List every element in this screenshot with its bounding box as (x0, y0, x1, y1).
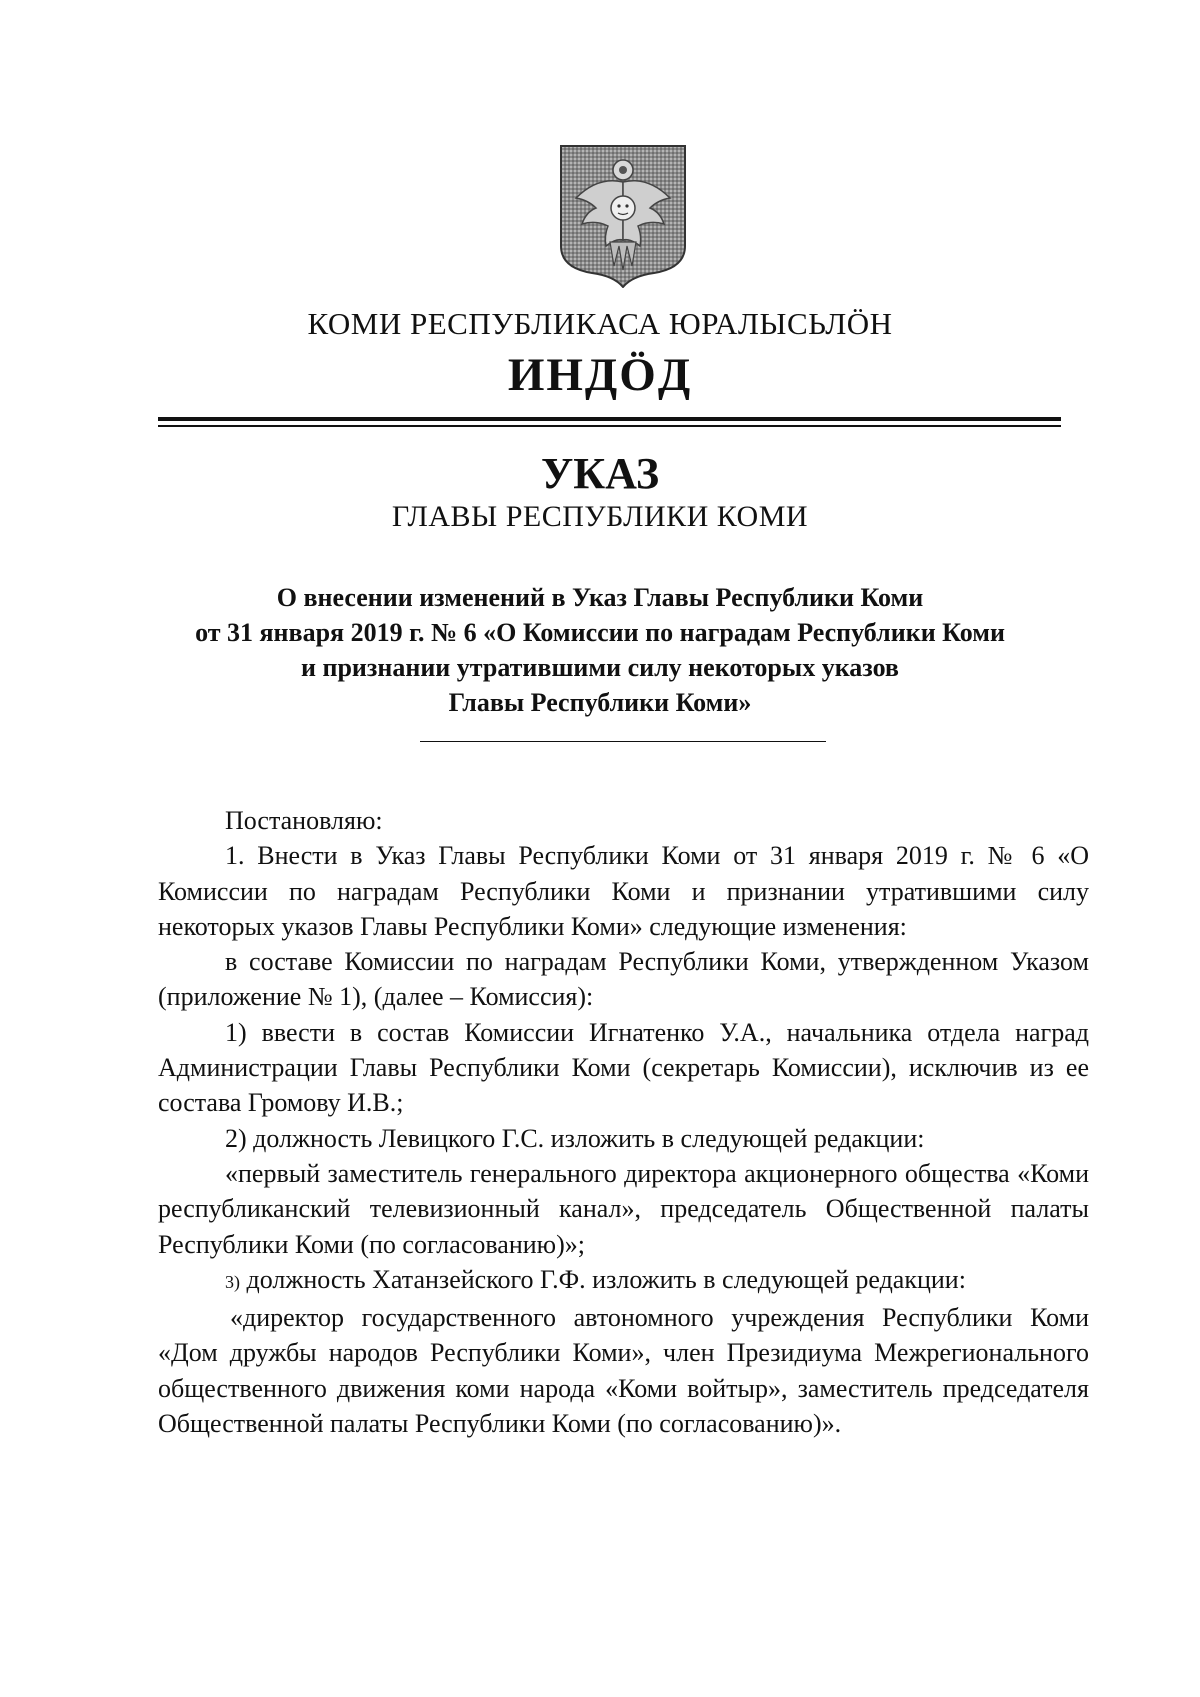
subject-underline (420, 741, 826, 742)
komi-republic-coat-of-arms-icon (558, 142, 688, 288)
doc-type-title: УКАЗ (540, 449, 660, 498)
subject-line: Главы Республики Коми» (448, 688, 752, 717)
decree-word: Постановляю: (225, 806, 383, 835)
item-text: должность Хатанзейского Г.Ф. изложить в следующей редакции: (240, 1264, 966, 1294)
decree-body (158, 803, 1089, 1441)
body-paragraph: в составе Комиссии по наградам Республики Коми, утвержденном Указом (приложение № 1), (далее – Комиссия): (158, 947, 1089, 1012)
body-paragraph: 1. Внести в Указ Главы Республики Коми от 31 января 2019 г. № 6 «О Комиссии по наградам Республики Коми и признании утратившими силу некоторых указов Главы Республики Коми» следующие изменения: (158, 841, 1089, 941)
doc-issuer: ГЛАВЫ РЕСПУБЛИКИ КОМИ (391, 500, 809, 533)
header-double-rule (158, 417, 1061, 427)
body-paragraph: 1) ввести в состав Комиссии Игнатенко У.А., начальника отдела наград Администрации Главы Республики Коми (секретарь Комиссии), исключив из ее состава Громову И.В.; (158, 1017, 1089, 1118)
subject-line: О внесении изменений в Указ Главы Республики Коми (276, 583, 924, 612)
org-name-komi: КОМИ РЕСПУБЛИКАСА ЮРАЛЫСЬЛӦН (307, 306, 893, 341)
body-paragraph: «директор государственного автономного учреждения Республики Коми «Дом дружбы народов Республики Коми», член Президиума Межрегионального общественного движения коми народа «Коми войтыр», заместитель председателя Общественной палаты Республики Коми (по согласованию)». (158, 1303, 1089, 1439)
decree-subject (130, 580, 1070, 720)
body-paragraph: 2) должность Левицкого Г.С. изложить в следующей редакции: (225, 1123, 925, 1153)
subject-line: от 31 января 2019 г. № 6 «О Комиссии по наградам Республики Коми (195, 618, 1005, 647)
doc-type-komi: ИНДӦД (507, 349, 693, 401)
body-paragraph (158, 1262, 1089, 1300)
subject-line: и признании утратившими силу некоторых указов (301, 653, 899, 682)
body-paragraph: «первый заместитель генерального директора акционерного общества «Коми республиканский телевизионный канал», председатель Общественной палаты Республики Коми (по согласованию)»; (158, 1158, 1089, 1259)
item-number: 3) (225, 1271, 240, 1292)
